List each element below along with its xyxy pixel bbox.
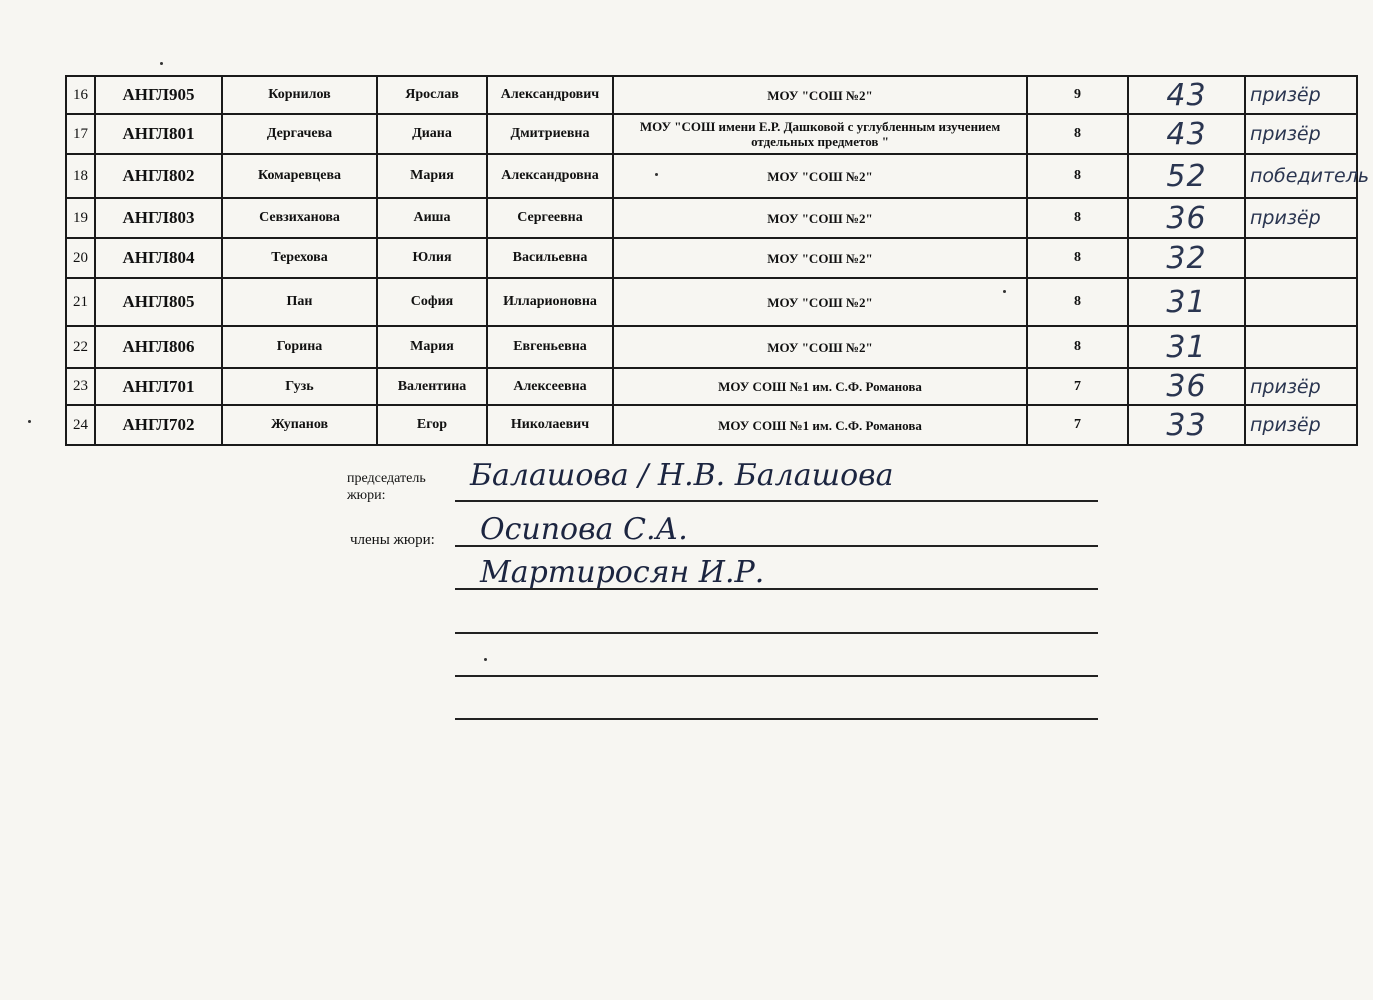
cell-score: 52 — [1128, 154, 1245, 198]
table-row — [66, 198, 1357, 238]
signature-line-1 — [455, 500, 1098, 502]
cell-number: 21 — [66, 278, 95, 326]
cell-grade: 8 — [1027, 198, 1128, 238]
scan-speck — [655, 173, 658, 176]
cell-score: 43 — [1128, 76, 1245, 114]
cell-middle-name: Сергеевна — [487, 198, 613, 238]
cell-code: АНГЛ802 — [95, 154, 222, 198]
cell-middle-name: Илларионовна — [487, 278, 613, 326]
cell-first-name: София — [377, 278, 487, 326]
cell-school: МОУ "СОШ №2" — [613, 198, 1027, 238]
cell-last-name: Жупанов — [222, 405, 377, 445]
cell-number: 16 — [66, 76, 95, 114]
cell-first-name: Егор — [377, 405, 487, 445]
cell-school: МОУ "СОШ №2" — [613, 76, 1027, 114]
cell-code: АНГЛ702 — [95, 405, 222, 445]
cell-first-name: Диана — [377, 114, 487, 154]
cell-middle-name: Васильевна — [487, 238, 613, 278]
cell-code: АНГЛ804 — [95, 238, 222, 278]
cell-score: 33 — [1128, 405, 1245, 445]
cell-status — [1245, 238, 1357, 278]
cell-code: АНГЛ801 — [95, 114, 222, 154]
cell-grade: 7 — [1027, 368, 1128, 405]
cell-school: МОУ "СОШ №2" — [613, 238, 1027, 278]
cell-number: 17 — [66, 114, 95, 154]
cell-middle-name: Дмитриевна — [487, 114, 613, 154]
cell-status — [1245, 326, 1357, 368]
cell-grade: 8 — [1027, 278, 1128, 326]
cell-middle-name: Евгеньевна — [487, 326, 613, 368]
cell-grade: 8 — [1027, 326, 1128, 368]
cell-middle-name: Александровна — [487, 154, 613, 198]
table-row — [66, 114, 1357, 154]
cell-number: 24 — [66, 405, 95, 445]
cell-grade: 9 — [1027, 76, 1128, 114]
cell-middle-name: Николаевич — [487, 405, 613, 445]
table-row — [66, 154, 1357, 198]
chair-signature: Балашова / Н.В. Балашова — [470, 458, 894, 493]
cell-code: АНГЛ806 — [95, 326, 222, 368]
cell-score: 32 — [1128, 238, 1245, 278]
cell-number: 22 — [66, 326, 95, 368]
cell-score: 31 — [1128, 326, 1245, 368]
cell-middle-name: Алексеевна — [487, 368, 613, 405]
cell-score: 43 — [1128, 114, 1245, 154]
cell-score: 36 — [1128, 198, 1245, 238]
cell-last-name: Пан — [222, 278, 377, 326]
cell-school: МОУ СОШ №1 им. С.Ф. Романова — [613, 368, 1027, 405]
member-signature-1: Осипова С.А. — [480, 512, 688, 547]
cell-first-name: Валентина — [377, 368, 487, 405]
cell-code: АНГЛ803 — [95, 198, 222, 238]
table-row — [66, 368, 1357, 405]
cell-last-name: Терехова — [222, 238, 377, 278]
scan-speck — [484, 658, 487, 661]
cell-number: 18 — [66, 154, 95, 198]
cell-middle-name: Александрович — [487, 76, 613, 114]
cell-last-name: Горина — [222, 326, 377, 368]
cell-grade: 7 — [1027, 405, 1128, 445]
cell-status — [1245, 278, 1357, 326]
cell-status: призёр — [1245, 114, 1357, 154]
results-table-body — [66, 76, 1370, 445]
cell-first-name: Мария — [377, 154, 487, 198]
cell-status: призёр — [1245, 405, 1357, 445]
cell-code: АНГЛ905 — [95, 76, 222, 114]
cell-number: 19 — [66, 198, 95, 238]
cell-grade: 8 — [1027, 154, 1128, 198]
cell-first-name: Мария — [377, 326, 487, 368]
cell-school: МОУ "СОШ №2" — [613, 154, 1027, 198]
cell-first-name: Аиша — [377, 198, 487, 238]
cell-status: победитель — [1245, 154, 1357, 198]
cell-score: 31 — [1128, 278, 1245, 326]
cell-last-name: Комаревцева — [222, 154, 377, 198]
member-signature-2: Мартиросян И.Р. — [480, 555, 765, 590]
cell-number: 20 — [66, 238, 95, 278]
scan-speck — [160, 62, 163, 65]
cell-last-name: Севзиханова — [222, 198, 377, 238]
cell-last-name: Дергачева — [222, 114, 377, 154]
signature-line-2 — [455, 545, 1098, 547]
cell-first-name: Ярослав — [377, 76, 487, 114]
cell-school: МОУ "СОШ №2" — [613, 278, 1027, 326]
cell-grade: 8 — [1027, 114, 1128, 154]
scan-speck — [1003, 290, 1006, 293]
chair-label — [347, 470, 426, 504]
cell-score: 36 — [1128, 368, 1245, 405]
signature-line-4 — [455, 632, 1098, 634]
cell-school: МОУ "СОШ №2" — [613, 326, 1027, 368]
cell-code: АНГЛ805 — [95, 278, 222, 326]
results-table — [65, 75, 1370, 446]
chair-label-line1: председатель — [347, 471, 426, 486]
signature-line-6 — [455, 718, 1098, 720]
cell-grade: 8 — [1027, 238, 1128, 278]
cell-last-name: Гузь — [222, 368, 377, 405]
cell-number: 23 — [66, 368, 95, 405]
signature-line-3 — [455, 588, 1098, 590]
cell-school: МОУ "СОШ имени Е.Р. Дашковой с углубленным изучением отдельных предметов " — [613, 114, 1027, 154]
chair-label-line2: жюри: — [347, 488, 386, 503]
table-row — [66, 238, 1357, 278]
cell-school: МОУ СОШ №1 им. С.Ф. Романова — [613, 405, 1027, 445]
cell-status: призёр — [1245, 76, 1357, 114]
cell-first-name: Юлия — [377, 238, 487, 278]
table-row — [66, 278, 1357, 326]
cell-last-name: Корнилов — [222, 76, 377, 114]
table-row — [66, 76, 1357, 114]
table-row — [66, 326, 1357, 368]
scan-speck — [28, 420, 31, 423]
cell-status: призёр — [1245, 198, 1357, 238]
cell-code: АНГЛ701 — [95, 368, 222, 405]
members-label: члены жюри: — [350, 532, 435, 548]
table-row — [66, 405, 1357, 445]
signature-line-5 — [455, 675, 1098, 677]
cell-status: призёр — [1245, 368, 1357, 405]
